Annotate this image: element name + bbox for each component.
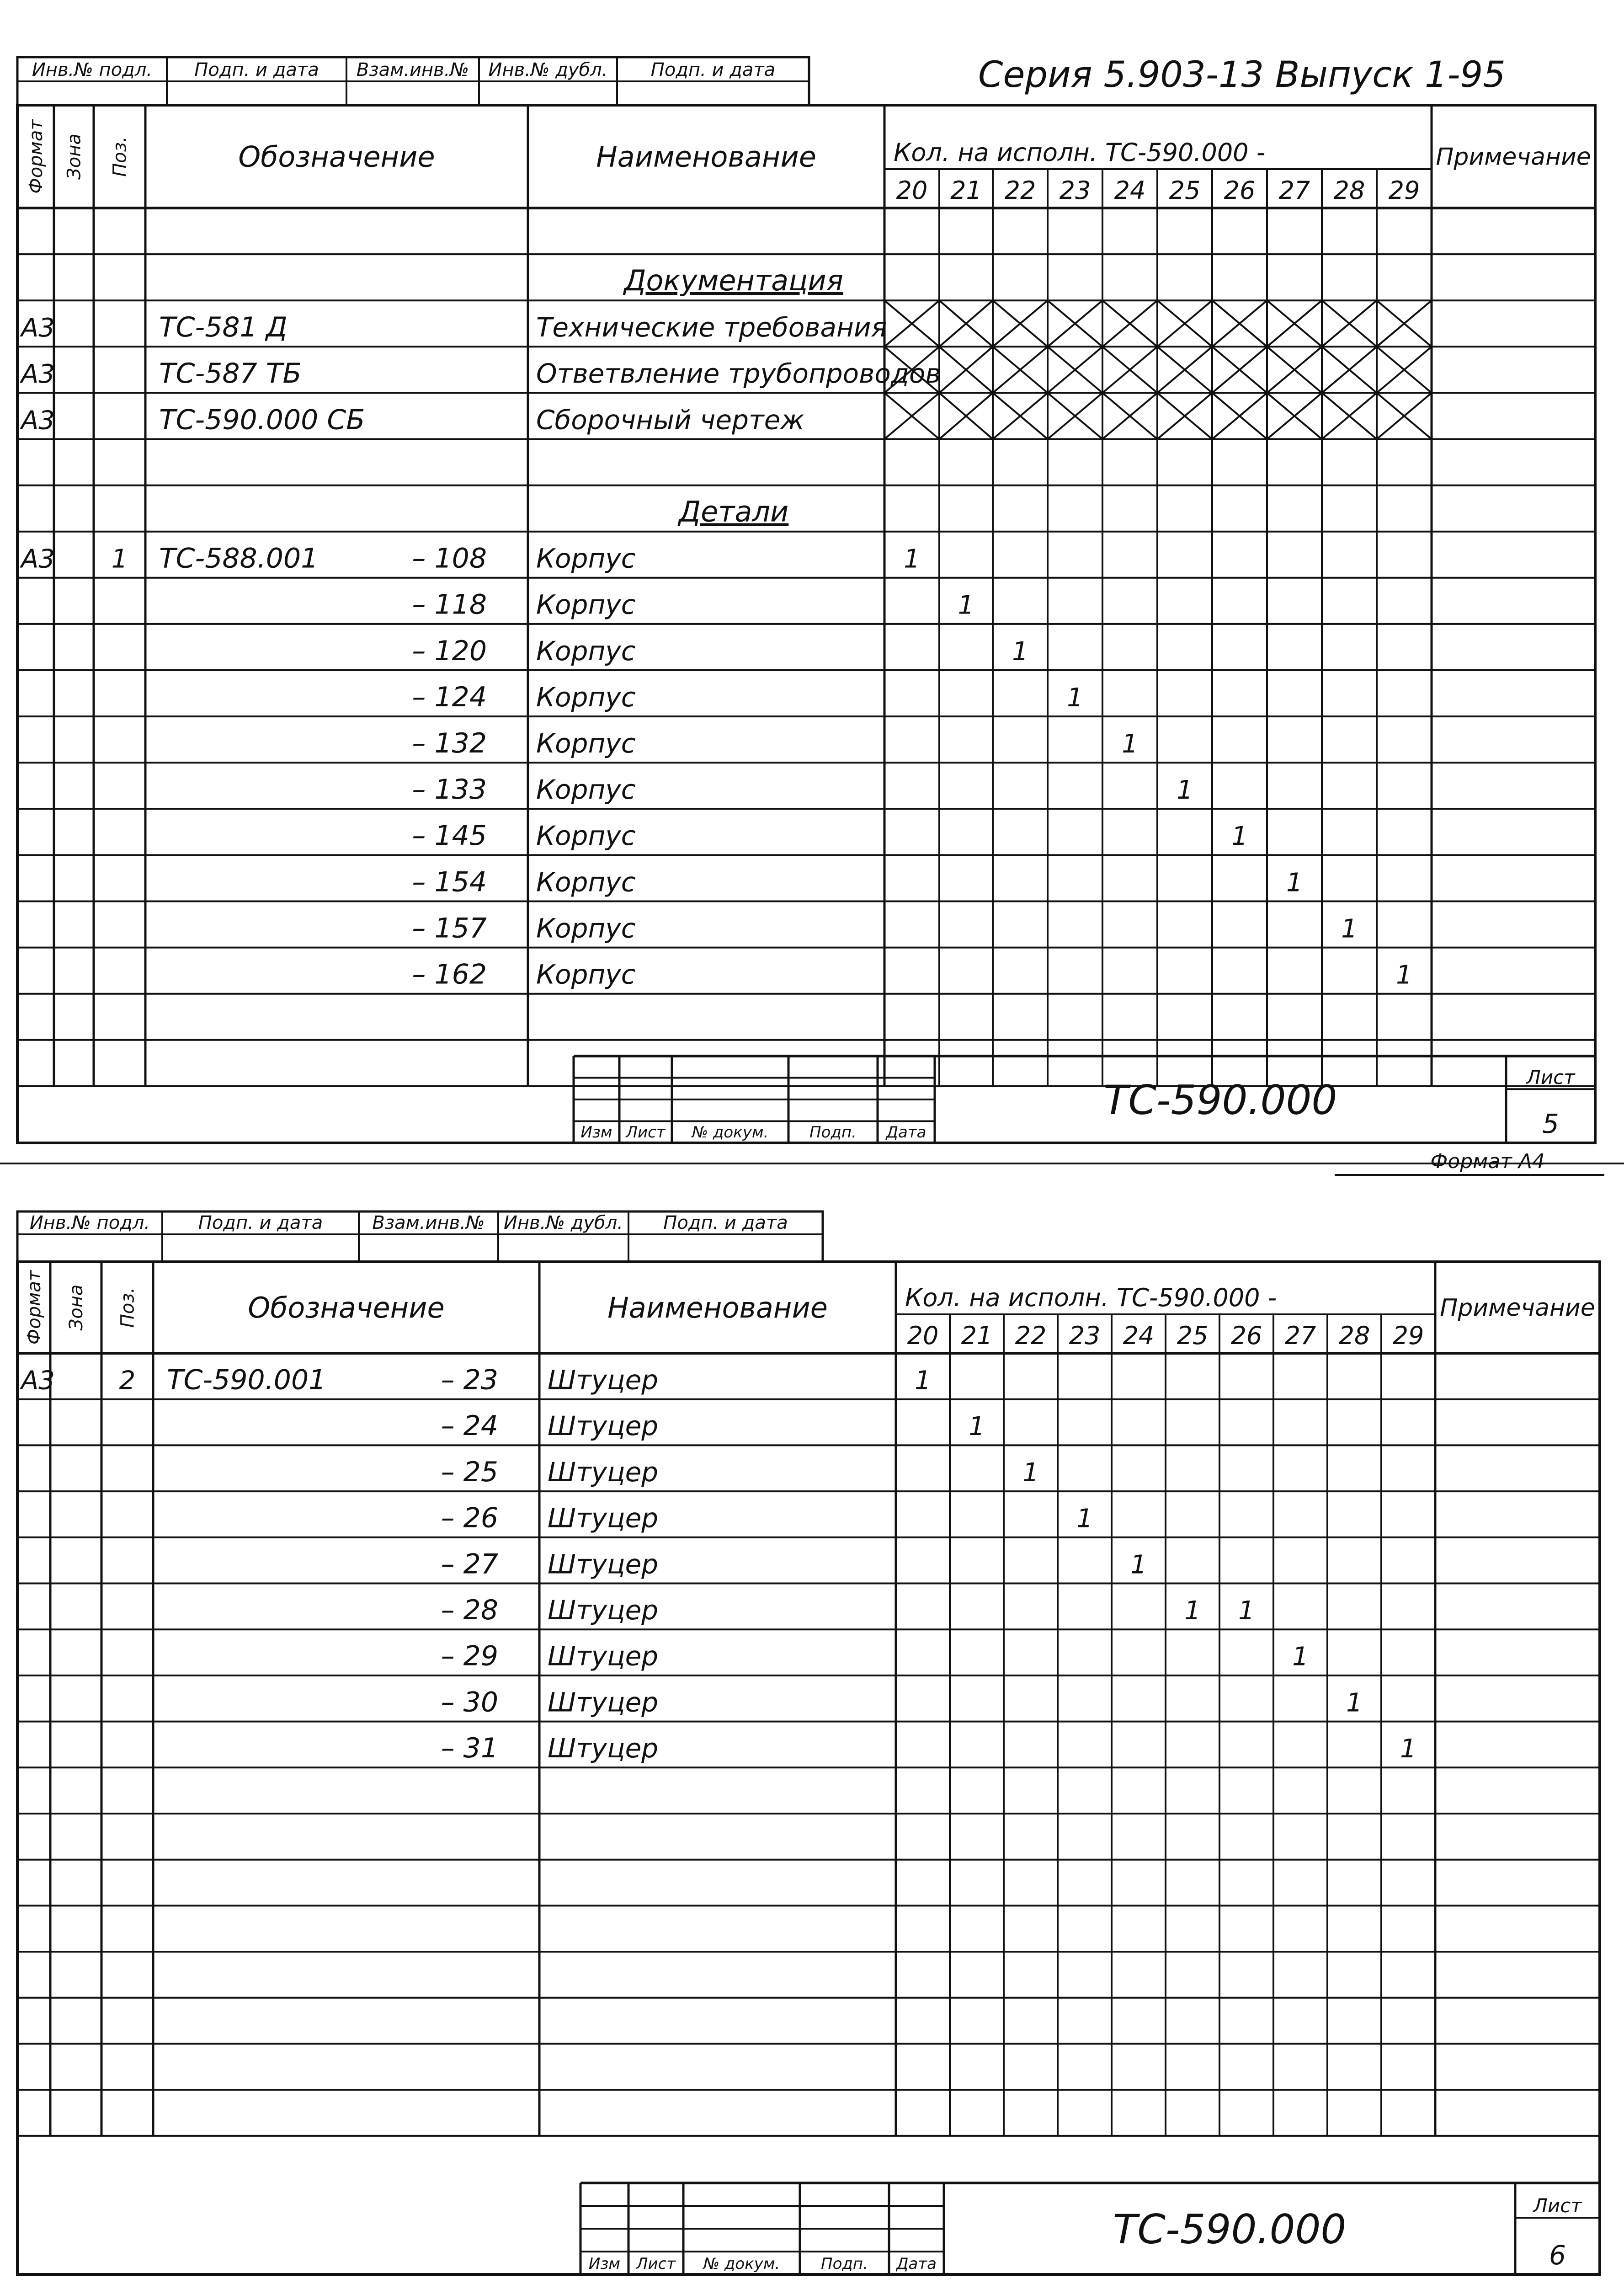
header-zone: Зона xyxy=(66,1284,87,1331)
stamp-label: Инв.№ подл. xyxy=(32,59,153,80)
designation-suffix: – 133 xyxy=(412,774,487,806)
name-cell: Штуцер xyxy=(548,1548,659,1580)
variant-number: 23 xyxy=(1059,176,1091,205)
designation-suffix: – 24 xyxy=(441,1410,498,1442)
header-note: Примечание xyxy=(1436,143,1591,171)
quantity-cell: 1 xyxy=(1022,1457,1039,1488)
position-cell: 1 xyxy=(111,544,128,574)
sheet-number: 5 xyxy=(1542,1108,1559,1139)
title-block-label: Подп. xyxy=(821,2255,868,2273)
designation-cell: ТС-590.000 СБ xyxy=(159,404,365,436)
name-cell: Ответвление трубопроводов xyxy=(536,358,941,390)
format-cell: А3 xyxy=(21,406,55,436)
variant-number: 27 xyxy=(1278,176,1310,205)
title-block-label: № докум. xyxy=(703,2255,780,2273)
name-cell: Корпус xyxy=(536,543,636,574)
variant-number: 26 xyxy=(1224,176,1256,205)
quantity-cell: 1 xyxy=(1122,729,1138,759)
designation-cell: ТС-587 ТБ xyxy=(159,358,302,390)
position-cell: 2 xyxy=(119,1366,136,1396)
quantity-cell: 1 xyxy=(1400,1734,1416,1764)
name-cell: Штуцер xyxy=(548,1502,659,1534)
variant-number: 25 xyxy=(1169,176,1201,205)
title-block-label: № докум. xyxy=(692,1123,769,1142)
name-cell: Корпус xyxy=(536,681,636,713)
stamp-label: Подп. и дата xyxy=(650,59,776,80)
designation-suffix: – 26 xyxy=(441,1502,498,1534)
designation-suffix: – 162 xyxy=(412,958,487,991)
name-cell: Корпус xyxy=(536,727,636,759)
quantity-cell: 1 xyxy=(1076,1504,1093,1534)
header-qty-title: Кол. на исполн. ТС-590.000 - xyxy=(894,138,1266,167)
designation-cell: ТС-588.001 xyxy=(159,542,319,575)
variant-number: 24 xyxy=(1123,1321,1155,1350)
quantity-cell: 1 xyxy=(1067,683,1083,713)
variant-number: 28 xyxy=(1333,176,1365,205)
sheet-label: Лист xyxy=(1526,1066,1575,1089)
header-format: Формат xyxy=(26,119,47,194)
variant-number: 20 xyxy=(896,176,928,205)
section-heading: Документация xyxy=(624,263,843,297)
designation-cell: ТС-581 Д xyxy=(159,311,288,344)
header-note: Примечание xyxy=(1440,1294,1595,1322)
designation-suffix: – 124 xyxy=(412,681,487,713)
title-block-label: Дата xyxy=(896,2255,937,2273)
title-block-label: Изм xyxy=(580,1123,612,1142)
title-block-label: Дата xyxy=(886,1123,926,1142)
designation-suffix: – 27 xyxy=(441,1548,498,1580)
name-cell: Корпус xyxy=(536,820,636,852)
name-cell: Сборочный чертеж xyxy=(536,404,804,436)
name-cell: Штуцер xyxy=(548,1364,659,1396)
variant-number: 26 xyxy=(1230,1321,1262,1350)
quantity-cell: 1 xyxy=(1238,1596,1255,1626)
sheet-1 xyxy=(17,57,1595,1143)
format-label: Формат А4 xyxy=(1430,1150,1545,1173)
variant-number: 29 xyxy=(1392,1321,1424,1350)
title-block-label: Изм xyxy=(588,2255,621,2273)
format-cell: А3 xyxy=(21,359,55,390)
quantity-cell: 1 xyxy=(1184,1596,1201,1626)
header-name: Наименование xyxy=(596,140,816,174)
variant-number: 27 xyxy=(1284,1321,1316,1350)
name-cell: Корпус xyxy=(536,913,636,944)
designation-suffix: – 25 xyxy=(441,1456,498,1488)
header-zone: Зона xyxy=(64,133,85,180)
title-block-label: Подп. xyxy=(809,1123,857,1142)
name-cell: Корпус xyxy=(536,589,636,620)
quantity-cell: 1 xyxy=(915,1366,931,1396)
stamp-label: Инв.№ дубл. xyxy=(488,59,608,80)
stamp-label: Инв.№ дубл. xyxy=(504,1212,623,1233)
variant-number: 21 xyxy=(961,1321,993,1350)
section-heading: Детали xyxy=(678,495,789,528)
document-code: ТС-590.000 xyxy=(1113,2206,1347,2253)
designation-suffix: – 145 xyxy=(412,820,487,852)
quantity-cell: 1 xyxy=(1396,960,1412,990)
stamp-label: Взам.инв.№ xyxy=(372,1212,485,1233)
designation-suffix: – 23 xyxy=(441,1364,498,1396)
name-cell: Штуцер xyxy=(548,1686,659,1718)
quantity-cell: 1 xyxy=(904,544,920,574)
variant-number: 25 xyxy=(1177,1321,1209,1350)
stamp-label: Взам.инв.№ xyxy=(356,59,469,80)
variant-number: 22 xyxy=(1004,176,1036,205)
variant-number: 28 xyxy=(1338,1321,1370,1350)
variant-number: 24 xyxy=(1114,176,1146,205)
name-cell: Штуцер xyxy=(548,1640,659,1672)
sheet-label: Лист xyxy=(1533,2194,1582,2217)
series-header: Серия 5.903-13 Выпуск 1-95 xyxy=(978,54,1506,96)
stamp-label: Подп. и дата xyxy=(194,59,319,80)
name-cell: Корпус xyxy=(536,774,636,806)
designation-suffix: – 154 xyxy=(412,866,487,898)
stamp-label: Подп. и дата xyxy=(198,1212,323,1233)
variant-number: 21 xyxy=(950,176,982,205)
name-cell: Штуцер xyxy=(548,1595,659,1626)
quantity-cell: 1 xyxy=(1130,1550,1147,1580)
quantity-cell: 1 xyxy=(1286,868,1303,898)
designation-suffix: – 31 xyxy=(441,1732,498,1765)
name-cell: Штуцер xyxy=(548,1410,659,1442)
variant-number: 22 xyxy=(1015,1321,1047,1350)
header-format: Формат xyxy=(24,1270,45,1345)
designation-cell: ТС-590.001 xyxy=(167,1364,326,1396)
name-cell: Корпус xyxy=(536,959,636,990)
title-block-label: Лист xyxy=(636,2255,676,2273)
quantity-cell: 1 xyxy=(1346,1688,1363,1718)
quantity-cell: 1 xyxy=(1341,914,1358,944)
header-designation: Обозначение xyxy=(248,1291,445,1324)
designation-suffix: – 108 xyxy=(412,542,487,575)
header-designation: Обозначение xyxy=(238,140,435,174)
title-block-label: Лист xyxy=(626,1123,666,1142)
quantity-cell: 1 xyxy=(1177,775,1193,806)
name-cell: Штуцер xyxy=(548,1456,659,1488)
name-cell: Корпус xyxy=(536,635,636,667)
quantity-cell: 1 xyxy=(969,1412,985,1442)
name-cell: Корпус xyxy=(536,866,636,898)
format-cell: А3 xyxy=(21,544,55,574)
stamp-label: Подп. и дата xyxy=(663,1212,788,1233)
designation-suffix: – 132 xyxy=(412,727,487,759)
designation-suffix: – 157 xyxy=(412,912,487,945)
variant-number: 20 xyxy=(907,1321,939,1350)
quantity-cell: 1 xyxy=(1292,1642,1309,1672)
quantity-cell: 1 xyxy=(1231,822,1248,852)
name-cell: Штуцер xyxy=(548,1733,659,1764)
designation-suffix: – 118 xyxy=(412,588,487,621)
variant-number: 29 xyxy=(1388,176,1420,205)
document-code: ТС-590.000 xyxy=(1103,1077,1337,1124)
quantity-cell: 1 xyxy=(958,590,974,620)
designation-suffix: – 29 xyxy=(441,1640,498,1672)
designation-suffix: – 120 xyxy=(412,635,487,667)
format-cell: А3 xyxy=(21,313,55,343)
stamp-label: Инв.№ подл. xyxy=(29,1212,150,1233)
name-cell: Технические требования xyxy=(536,312,887,343)
quantity-cell: 1 xyxy=(1012,636,1028,667)
header-pos: Поз. xyxy=(117,1287,138,1328)
variant-number: 23 xyxy=(1069,1321,1101,1350)
header-pos: Поз. xyxy=(109,136,131,177)
designation-suffix: – 28 xyxy=(441,1594,498,1627)
designation-suffix: – 30 xyxy=(441,1686,498,1718)
header-name: Наименование xyxy=(607,1291,828,1324)
sheet-2 xyxy=(17,1211,1600,2274)
sheet-number: 6 xyxy=(1549,2240,1566,2271)
format-cell: А3 xyxy=(21,1366,55,1396)
header-qty-title: Кол. на исполн. ТС-590.000 - xyxy=(905,1283,1277,1312)
